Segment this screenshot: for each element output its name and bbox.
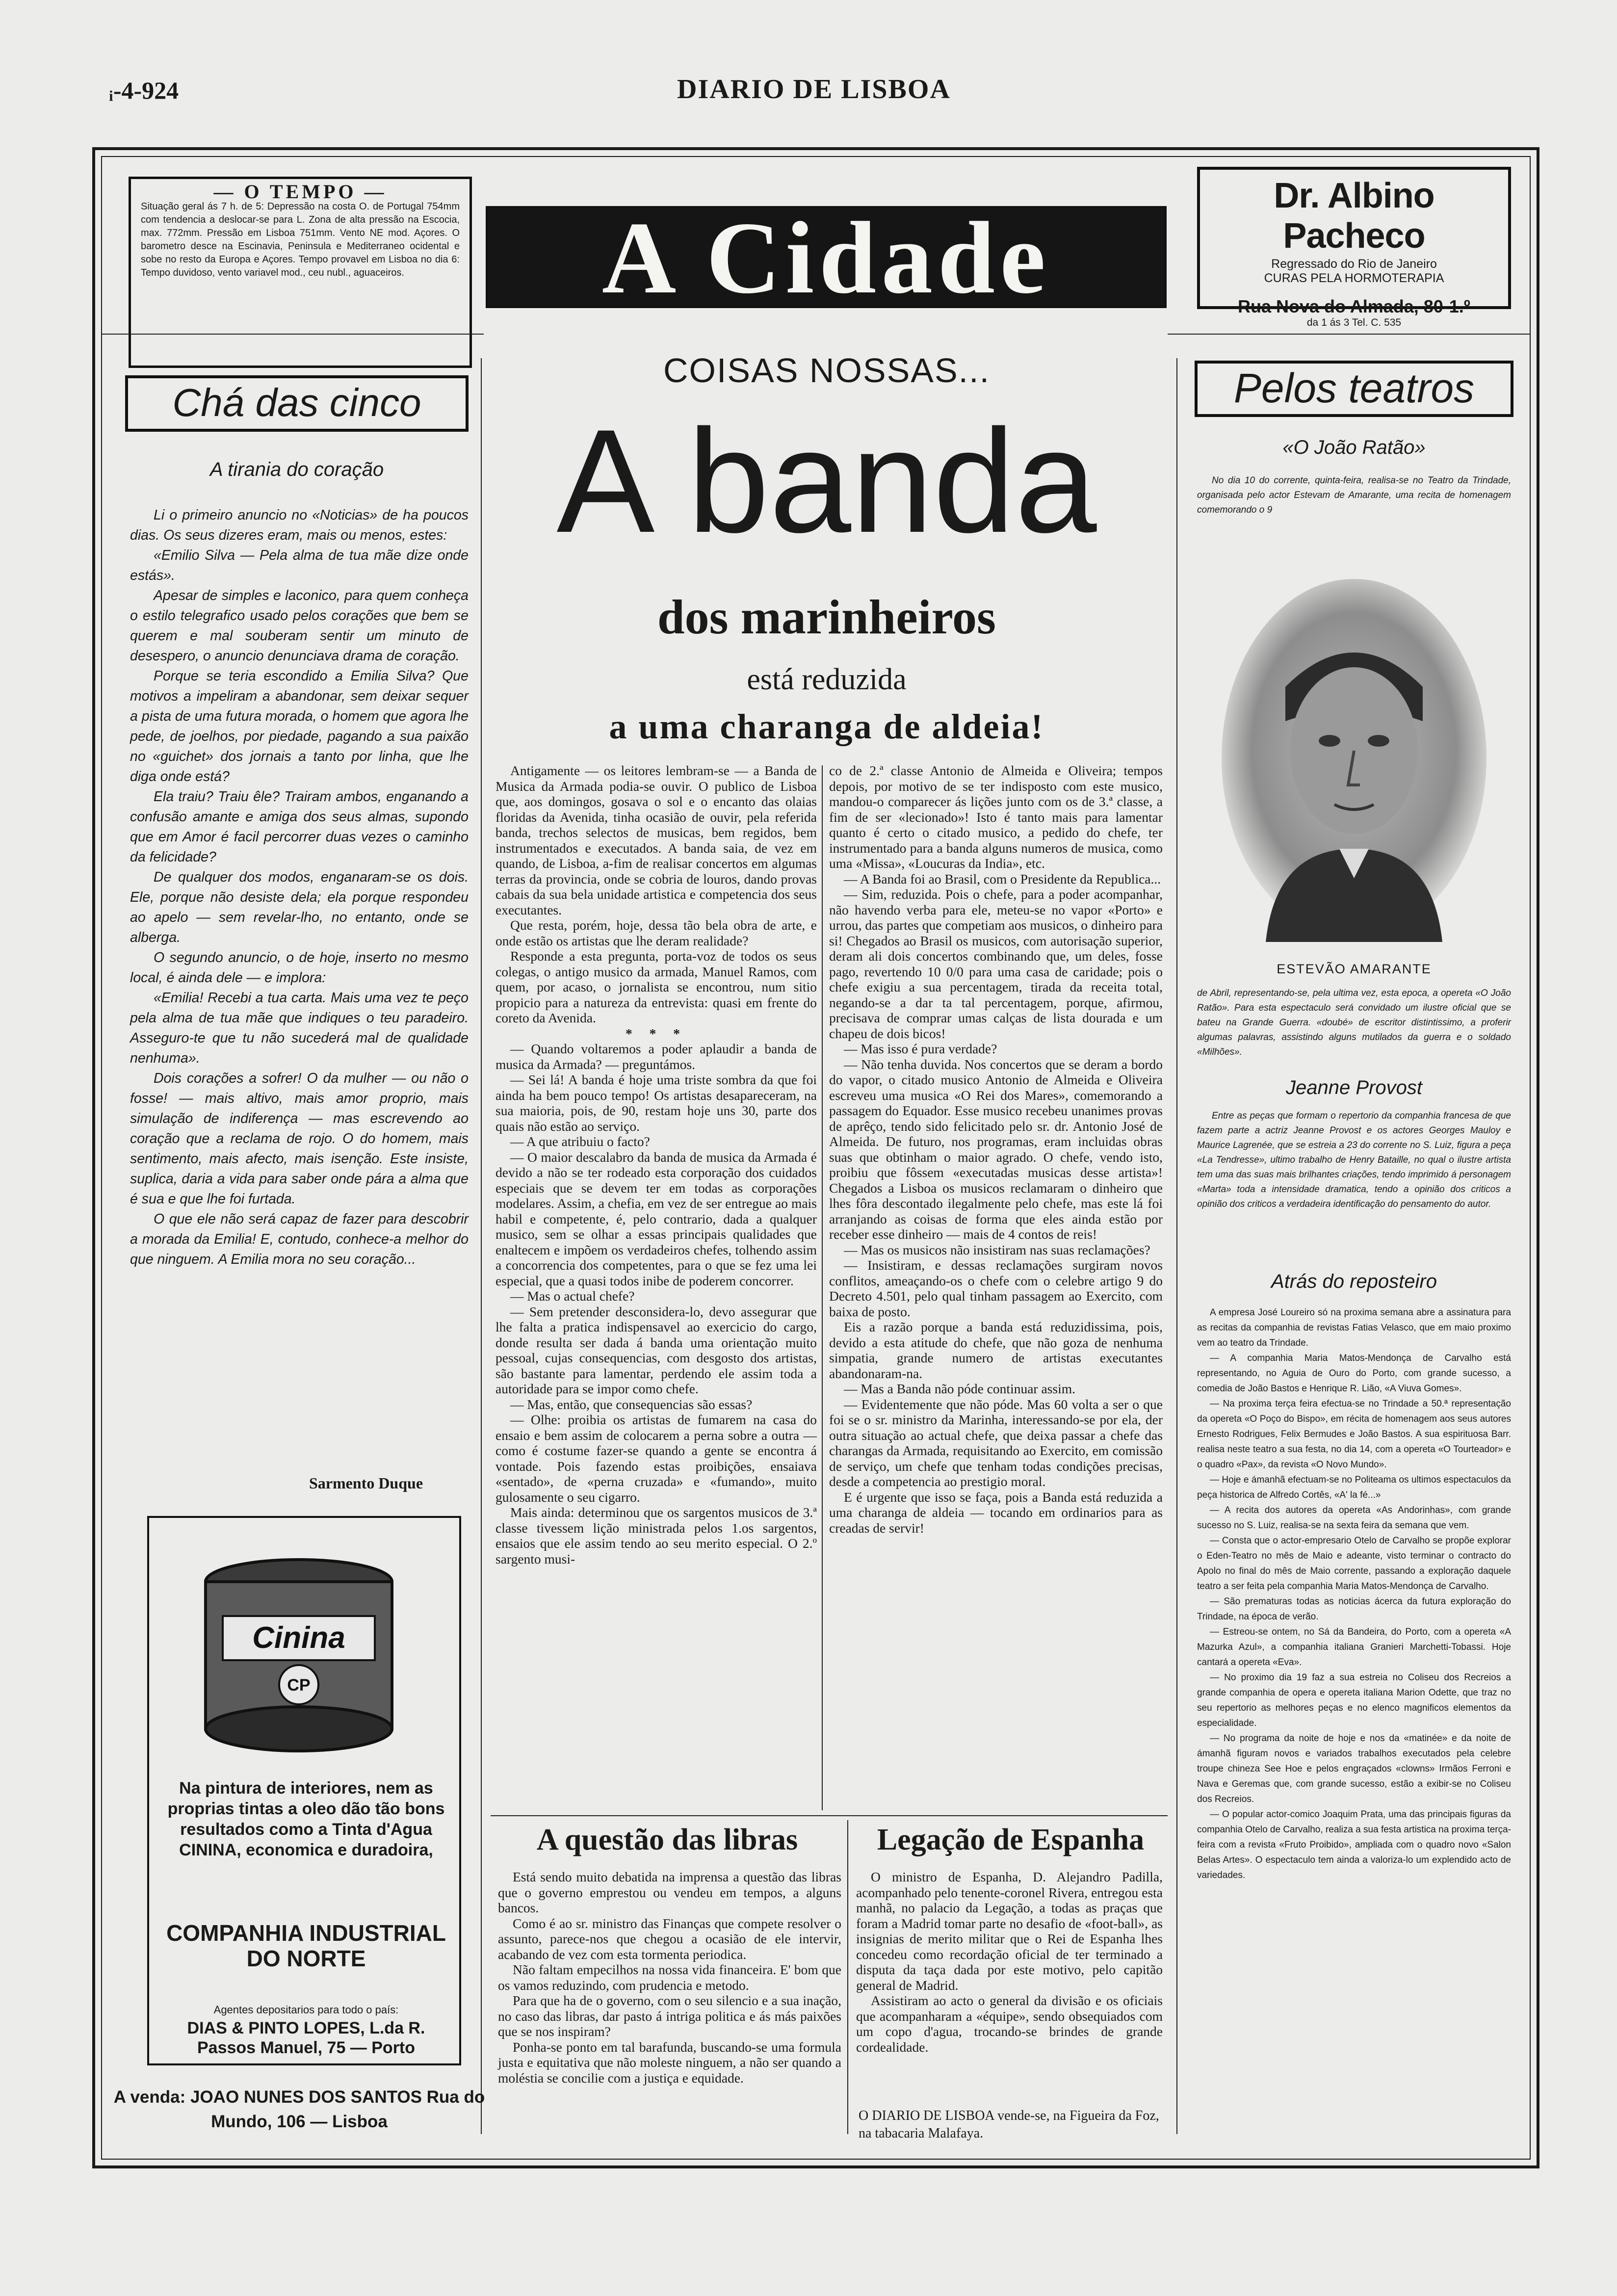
article-body — [130, 505, 469, 1270]
running-title: DIARIO DE LISBOA — [677, 74, 951, 104]
paragraph: Como é ao sr. ministro das Finanças que compete resolver o assunto, parece-nos que chegou a ocasião de ele intervir, acabando de vez com esta tormenta periodica. — [498, 1915, 841, 1962]
paragraph: — O maior descalabro da banda de musica da Armada é devido a não se ter rodeado esta corporação dos cuidados especiais que se devem ter em todas as corporações modelares. Assim, a chefia, em vez de ser entregue ao mais habil e competente, é, pelo contrario, dada a qualquer musico, sem se olhar a essas principais qualidades que enaltecem e impõem os verdadeiros chefes, tolhendo assim a concorrencia dos competentes, para o que se fez uma lei especial, que a quasi todos inibe de poderem concorrer. — [496, 1149, 817, 1288]
paragraph: — A Banda foi ao Brasil, com o Presidente da Republica... — [844, 871, 1161, 887]
paragraph: — Quando voltaremos a poder aplaudir a banda de musica da Armada? — preguntámos. — [496, 1041, 817, 1072]
article-body-provost — [1197, 1109, 1511, 1212]
article-intro — [1197, 473, 1511, 518]
article-kicker: COISAS NOSSAS... — [663, 351, 991, 390]
paragraph: Apesar de simples e laconico, para quem conheça o estilo telegrafico usado pelos corações que bem se querem e mal souberam sentir um minuto de desespero, o anuncio denunciava drama de coração. — [130, 588, 469, 664]
paragraph: O segundo anuncio, o de hoje, inserto no mesmo local, é ainda dele — e implora: — [130, 950, 469, 986]
doctor-advert — [1197, 167, 1511, 328]
paragraph: Que resta, porém, hoje, dessa tão bela obra de arte, e onde estão os artistas que lhe deram realidade? — [496, 917, 817, 948]
paragraph: Ponha-se ponto em tal barafunda, buscando-se uma formula justa e equitativa que não moleste ninguem, a não ser quando a moléstia se concilie com a justiça e equidade. — [498, 2039, 841, 2086]
paragraph: Porque se teria escondido a Emilia Silva? Que motivos a impeliram a abandonar, sem deixar sequer a pista de uma futura morada, o homem que agora lhe pede, de joelhos, por piedade, pagando a sua paixão no «guichet» dos jornais a tanto por linha, que lhe diga onde está? — [130, 668, 469, 784]
paragraph: — Mas, então, que consequencias são essas? — [510, 1396, 753, 1412]
paragraph: Responde a esta pregunta, porta-voz de todos os seus colegas, o antigo musico da armada, Manuel Ramos, com quem, por acaso, o jornalista se encontrou, num sitio propicio para a natureza da entrevista: quasi em frente do coreto da Avenida. — [496, 948, 817, 1025]
paragraph: Ela traiu? Traiu êle? Trairam ambos, enganando a confusão amante e amiga dos seus almas, supondo que em Amor é facil percorrer duas vezes o caminho da felicidade? — [130, 789, 469, 865]
weather-title: — O TEMPO — — [213, 181, 387, 203]
column-title: Pelos teatros — [1233, 365, 1475, 411]
advert-text: Na pintura de interiores, nem as proprias tintas a oleo dão tão bons resultados como a Tinta d'Agua CININA, economica e duradoira, — [167, 1779, 445, 1859]
doctor-specialty: CURAS PELA HORMOTERAPIA — [1264, 271, 1444, 285]
paragraph: — Mas os musicos não insistiram nas suas reclamações? — [844, 1242, 1150, 1257]
paragraph: Dois corações a sofrer! O da mulher — ou não o fosse! — mais altivo, mais amor proprio, mais simulação de indiferença — mas escrevendo ao coração que a reclama de rojo. O do homem, mais sentimento, mais afecto, mais isenção. Este insiste, suplica, daria a vida para saber onde pára a alma que é sua e que lhe foi furtada. — [130, 1070, 469, 1207]
doctor-hours: da 1 ás 3 Tel. C. 535 — [1306, 317, 1402, 328]
paragraph: — A recita dos autores da opereta «As Andorinhas», com grande sucesso no S. Luiz, realisa-se na sexta feira da semana que vem. — [1197, 1505, 1511, 1531]
advert-agents: DIAS & PINTO LOPES, L.da R. Passos Manuel, 75 — Porto — [187, 2019, 425, 2057]
distribution-note: O DIARIO DE LISBOA vende-se, na Figueira da Foz, na tabacaria Malafaya. — [859, 2108, 1159, 2141]
author-signature: Sarmento Duque — [309, 1474, 423, 1492]
article-body-reposteiro — [1197, 1305, 1511, 1883]
advert-agents-label: Agentes depositarios para todo o país: — [213, 2004, 399, 2016]
page-date: ᵢ-4-924 — [109, 77, 179, 104]
doctor-address: Rua Nova do Almada, 80-1.º — [1238, 296, 1470, 316]
paragraph: — São prematuras todas as noticias ácerca da futura exploração do Trindade, na época de verão. — [1197, 1596, 1511, 1622]
article-column-2 — [829, 763, 1163, 1536]
doctor-name: Dr. Albino Pacheco — [1274, 176, 1434, 256]
advert-company: COMPANHIA INDUSTRIAL DO NORTE — [166, 1920, 446, 1971]
paragraph: — O popular actor-comico Joaquim Prata, uma das principais figuras da companhia Otelo de Carvalho, realiza a sua festa artistica na proxima terça-feira com a revista «Fruto Proibido», ampliada com o quadro novo «Salon Belas Artes». O espectaculo tem ainda a valoriza-lo um explendido acto de variedades. — [1197, 1809, 1511, 1880]
can-label: Cinina — [252, 1621, 345, 1655]
article-title-espanha: Legação de Espanha — [877, 1823, 1145, 1856]
paragraph: — Olhe: proibia os artistas de fumarem na casa do ensaio e bem assim de colocarem a perna sobre a outra — como é costume fazer-se quando a gente se encontra á vontade. Pois fazendo estas proibições, ensaiava «sentado», de «perna cruzada» e «fumando», muito gulosamente o seu cigarro. — [496, 1412, 817, 1505]
article-heading: A tirania do coração — [209, 459, 384, 480]
column-rule — [481, 358, 482, 2134]
actor-portrait — [1217, 574, 1491, 942]
paragraph: — A que atribuiu o facto? — [510, 1134, 650, 1149]
article-body-espanha — [856, 1869, 1163, 2055]
paragraph: — Estreou-se ontem, no Sá da Bandeira, do Porto, com a opereta «A Mazurka Azul», a companhia italiana Granieri Marchetti-Tobassi. Hoje cantará a opereta «Eva». — [1197, 1627, 1511, 1668]
paragraph: — Mas isso é pura verdade? — [844, 1041, 997, 1056]
paragraph: E é urgente que isso se faça, pois a Banda está reduzida a uma charanga de aldeia — tocando em ordinarios para as creadas de servir! — [829, 1489, 1163, 1536]
section-masthead — [486, 201, 1167, 315]
headline-deck: dos marinheiros — [657, 590, 996, 644]
paragraph: — Sem pretender desconsidera-lo, devo assegurar que lhe falta a pratica indispensavel ao exercicio do cargo, donde resulta ser dada á banda uma orientação muito pessoal, cujas consequencias, com desgosto dos artistas, são bastante para lamentar, perdendo ele assim toda a autoridade para se impor como chefe. — [496, 1304, 817, 1396]
column-rule — [847, 1820, 848, 2134]
paragraph: — Insistiram, e dessas reclamações surgiram novos conflitos, ameaçando-os o chefe com o celebre artigo 9 do Decreto 4.501, pelo qual tinham passagem ao Exercito, com baixa de posto. — [829, 1257, 1163, 1319]
paragraph: O ministro de Espanha, D. Alejandro Padilla, acompanhado pelo tenente-coronel Rivera, entregou esta manhã, no palacio da Legação, a todas as praças que foram a Madrid tomar parte no desafio de «foot-ball», as insignias de merito militar que o Rei de Espanha lhes concedeu como recordação oficial de ter terminado a disputa da taça dada por este motivo, pelo capitão general de Madrid. — [856, 1869, 1163, 1993]
article-title-provost: Jeanne Provost — [1286, 1077, 1422, 1098]
article-column-1 — [496, 763, 817, 1566]
paragraph: Entre as peças que formam o repertorio da companhia francesa de que fazem parte a actriz Jeanne Provost e os actores Georges Mauloy e Maurice Lagrenée, que se estreia a 23 do corrente no S. Luiz, figura a peça «La Tendresse», ultimo trabalho de Henry Bataille, no qual o ilustre artista tem uma das suas mais brilhantes criações, tendo imprimido á personagem «Marta» toda a intensidade dramatica, tendo a opinião dos criticos a opinião dos criticos a verdadeira identificação do pensamento do autor. — [1197, 1111, 1511, 1209]
paragraph: — Mas o actual chefe? — [510, 1288, 635, 1304]
paragraph: co de 2.ª classe Antonio de Almeida e Oliveira; tempos depois, por motivo de se ter indisposto com este musico, mandou-o comparecer ás lições junto com os de 3.ª classe, a fim de ser «lecionado»! Isto é tanto mais para lamentar quanto é certo o citado musico, a pedido do chefe, ter instrumentado para a banda alguns numeros de musica, como uma «Missa», «Loucuras da India», etc. — [829, 763, 1163, 871]
article-title-reposteiro: Atrás do reposteiro — [1271, 1271, 1437, 1292]
article-heading: «O João Ratão» — [1282, 437, 1426, 458]
paragraph: — Na proxima terça feira efectua-se no Trindade a 50.ª representação da opereta «O Poço do Bispo», em récita de homenagem aos seus autores Ernesto Rodrigues, Felix Bermudes e João Bastos. A sua espirituosa Barr. realisa neste teatro a sua festa, no dia 14, com a opereta «O Tourteador» e o quadro «Pax», da revista «O Novo Mundo». — [1197, 1399, 1511, 1470]
section-separator: * * * — [626, 1025, 687, 1041]
paint-advert — [147, 1516, 461, 2065]
paragraph: — A companhia Maria Matos-Mendonça de Carvalho está representando, no Aguia de Ouro do Porto, com grande sucesso, a comedia de João Bastos e Henrique R. Lião, «A Viuva Gomes». — [1197, 1353, 1511, 1394]
paragraph: Antigamente — os leitores lembram-se — a Banda de Musica da Armada podia-se ouvir. O publico de Lisboa que, aos domingos, gosava o sol e o encanto das olaias floridas da Avenida, tinha ocasião de ouvir, pela referida banda, trechos selectos de musicas, bem regidos, bem instrumentados e executados. A banda saia, de vez em quando, de Lisboa, a-fim de realisar concertos em algumas terras da provincia, onde se cobria de louros, dando provas cabais da sua bela unidade artistica e competencia dos seus executantes. — [496, 763, 817, 917]
paragraph: — Sim, reduzida. Pois o chefe, para a poder acompanhar, não havendo verba para ele, meteu-se no vapor «Porto» e urrou, das partes que competiam aos musicos, o dinheiro para si! Chegados ao Brasil os musicos, com autorisação superior, deram ali dois concertos combinando que, um deles, fosse pago, revertendo 10 0/0 para uma casa de caridade; pois o chefe exigiu a sua percentagem, tirada da receita total, negando-se a dar ta tal percentagem, porque, afirmou, precisava de comprar umas calças de lista dourada e um chapeu de dois bicos! — [829, 887, 1163, 1041]
doctor-note: Regressado do Rio de Janeiro — [1271, 257, 1437, 271]
article-title-libras: A questão das libras — [536, 1823, 798, 1856]
article-body-libras — [498, 1869, 841, 2086]
paragraph: Mais ainda: determinou que os sargentos musicos de 3.ª classe tivessem lição ministrada pelos 1.os sargentos, ensaios que ele assim tendo ao seu merito especial. O 2.º sargento musi- — [496, 1505, 817, 1566]
weather-box — [129, 177, 472, 368]
paragraph: Eis a razão porque a banda está reduzidissima, pois, devido a esta atitude do chefe, que não goza de nenhuma simpatia, grande numero de artistas executantes abandonaram-na. — [829, 1319, 1163, 1381]
paragraph: «Emilio Silva — Pela alma de tua mãe dize onde estás». — [130, 548, 469, 583]
column-box-teatros — [1195, 361, 1513, 417]
headline-deck: está reduzida — [747, 663, 907, 696]
paragraph: O que ele não será capaz de fazer para descobrir a morada da Emilia! E, contudo, conhece-a melhor do que ninguem. A Emilia mora no seu coração... — [130, 1211, 469, 1267]
paragraph: — Consta que o actor-empresario Otelo de Carvalho se propõe explorar o Eden-Teatro no mês de Maio e adeante, visto terminar o contracto do Apolo no final do mês de Maio corrente, passando a exploração daquele teatro a ser feita pela companhia Maria Matos-Mendonça de Carvalho. — [1197, 1536, 1511, 1592]
rule — [101, 334, 484, 335]
paragraph: Está sendo muito debatida na imprensa a questão das libras que o governo emprestou ou vendeu em tempos, a alguns bancos. — [498, 1869, 841, 1915]
paragraph: — No programa da noite de hoje e nos da «matinée» e da noite de ámanhã figuram novos e variados trabalhos executados pela celebre troupe chineza See Hoe e pelos engraçados «clowns» Irmãos Ferroni e Nava e Geremas que, com grande sucesso, estão a exibir-se no Coliseu dos Recreios. — [1197, 1733, 1511, 1804]
sales-notice: A venda: JOAO NUNES DOS SANTOS Rua do Mundo, 106 — Lisboa — [113, 2087, 485, 2131]
paragraph: — Evidentemente que não póde. Mas 60 volta a ser o que foi se o sr. ministro da Marinha, interessando-se por ela, der outra situação ao actual chefe, que deixa passar a chefe das charangas da Armada, requisitando ao Exercito, em comissão de serviço, um chefe que tenham todas condições precisas, desde a competencia ao prestigio moral. — [829, 1396, 1163, 1489]
paragraph: Para que ha de o governo, com o seu silencio e a sua inação, no caso das libras, dar pasto á intriga politica e ás más paixões que se nos inspiram? — [498, 1993, 841, 2039]
column-rule — [822, 765, 823, 1810]
paragraph: — Não tenha duvida. Nos concertos que se deram a bordo do vapor, o citado musico Antonio de Almeida e Oliveira escreveu uma musica «O Rei dos Mares», comemorando a passagem do Equador. Esse musico recebeu unanimes provas de aprêço, tendo sido felicitado pelo sr. dr. Antonio José de Almeida. De futuro, nos programas, eram incluidas obras suas que obtinham o maior agrado. O chefe, vendo isto, proibiu que fôssem «executadas musicas desse artista»! Chegados a Lisboa os musicos reclamaram o dinheiro que lhes fôra descontado ilegalmente pelo chefe, mas este lá foi arranjando as coisas de forma que eles ainda estão por receber esse dinheiro — mais de 4 contos de reis! — [829, 1056, 1163, 1242]
headline-deck: a uma charanga de aldeia! — [609, 707, 1044, 746]
paragraph: Não faltam empecilhos na nossa vida financeira. E' bom que os vamos reduzindo, com prudencia e metodo. — [498, 1962, 841, 1993]
article-continued — [1197, 986, 1511, 1060]
column-box-cha — [125, 375, 469, 432]
portrait-caption: ESTEVÃO AMARANTE — [1277, 962, 1432, 976]
column-rule — [1176, 358, 1177, 2134]
paint-can-illustration — [193, 1547, 404, 1758]
paragraph: Li o primeiro anuncio no «Noticias» de ha poucos dias. Os seus dizeres eram, mais ou menos, estes: — [130, 507, 469, 543]
rule — [1168, 334, 1531, 335]
paragraph: — Hoje e ámanhã efectuam-se no Politeama os ultimos espectaculos da peça historica de Alfredo Cortês, «A' la fé...» — [1197, 1475, 1511, 1500]
rule — [491, 1815, 1168, 1816]
masthead-title: A Cidade — [601, 201, 1051, 315]
main-headline: A banda — [556, 398, 1097, 563]
paragraph: Assistiram ao acto o general da divisão e os oficiais que acompanharam a «équipe», sendo obsequiados com um copo d'agua, trocando-se brindes de grande cordealidade. — [856, 1993, 1163, 2055]
column-title: Chá das cinco — [172, 381, 421, 424]
paragraph: de Abril, representando-se, pela ultima vez, esta epoca, a opereta «O João Ratão». Para esta espectaculo será convidado um ilustre oficial que se bateu na Grande Guerra. «doubé» de escritor distintissimo, a proferir algumas palavras, assistindo alguns mutilados da guerra e o soldado «Milhões». — [1197, 988, 1511, 1057]
paragraph: «Emilia! Recebi a tua carta. Mais uma vez te peço pela alma de tua mãe que indiques o teu paradeiro. Asseguro-te que tu não sucederá mal de qualidade nenhuma». — [130, 990, 469, 1066]
paragraph: A empresa José Loureiro só na proxima semana abre a assinatura para as recitas da companhia de revistas Fatias Velasco, que em maio proximo vem ao teatro da Trindade. — [1197, 1307, 1511, 1348]
weather-report: Situação geral ás 7 h. de 5: Depressão na costa O. de Portugal 754mm com tendencia a deslocar-se para L. Zona de alta pressão na Escocia, max. 772mm. Pressão em Lisboa 751mm. Vento NE mod. Açores. O barometro desce na Escinavia, Peninsula e Mediterraneo ocidental e sobe no resto da Europa e Açores. Tempo provavel em Lisboa no dia 6: Tempo duvidoso, vento variavel mod., ceu nubl., aguaceiros. — [141, 201, 460, 278]
paragraph: De qualquer dos modos, enganaram-se os dois. Ele, porque não desiste dela; ela porque respondeu ao apelo — sem revelar-lho, no entanto, onde se alberga. — [130, 869, 469, 945]
paragraph: — Sei lá! A banda é hoje uma triste sombra da que foi ainda ha bem pouco tempo! Os artistas desapareceram, na sua maioria, pois, de 90, restam hoje uns 30, parte dos quais não estão ao serviço. — [496, 1072, 817, 1134]
paragraph: — Mas a Banda não póde continuar assim. — [844, 1381, 1075, 1396]
paragraph: No dia 10 do corrente, quinta-feira, realisa-se no Teatro da Trindade, organisada pelo actor Estevam de Amarante, uma recita de homenagem comemorando o 9 — [1197, 475, 1511, 515]
paragraph: — No proximo dia 19 faz a sua estreia no Coliseu dos Recreios a grande companhia de opera e opereta italiana Marion Odette, que traz no seu repertorio as melhores peças e no elenco magnificos elementos da especialidade. — [1197, 1672, 1511, 1728]
svg-text:CP: CP — [287, 1676, 311, 1695]
